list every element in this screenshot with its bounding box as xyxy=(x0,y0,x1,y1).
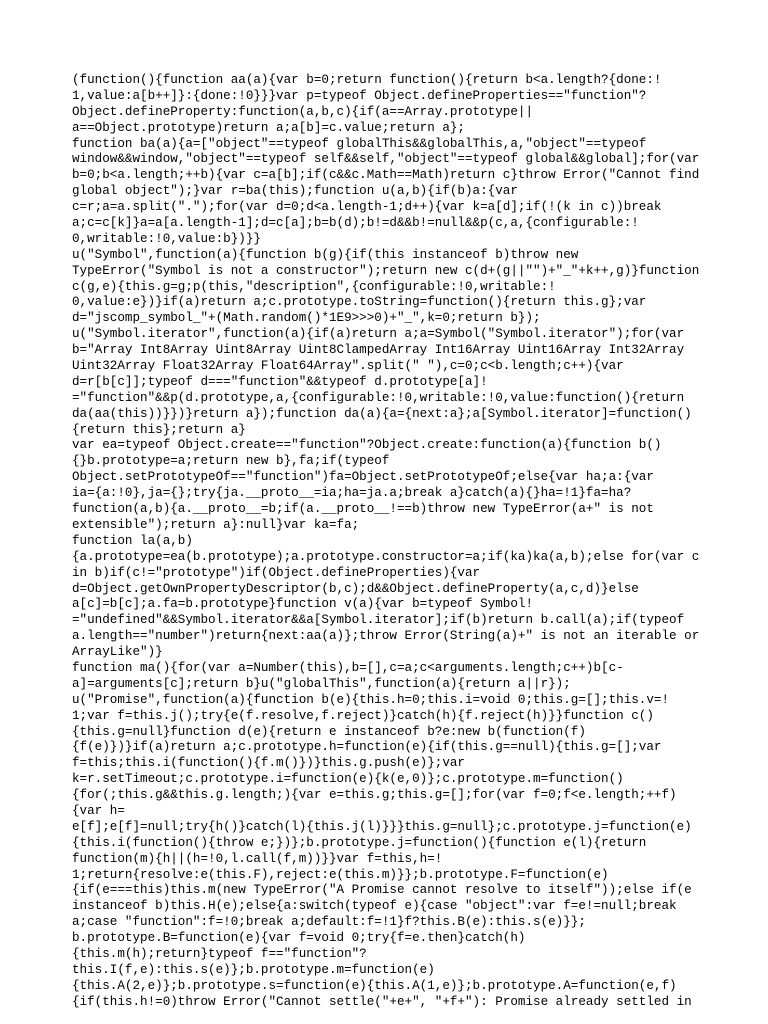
code-line: this.I(f,e):this.s(e)};b.prototype.m=function(e) xyxy=(72,962,435,977)
code-line: extensible");return a}:null}var ka=fa; xyxy=(72,517,360,532)
code-line: a;c=c[k]}a=a[a.length-1];d=c[a];b=b(d);b!=d&&b!=null&&p(c,a,{configurable:! xyxy=(72,216,639,231)
code-line: 0,value:e})}if(a)return a;c.prototype.toString=function(){return this.g};var xyxy=(72,295,647,310)
code-line: b.prototype.B=function(e){var f=void 0;try{f=e.then}catch(h) xyxy=(72,931,526,946)
code-line: {f(e)})}if(a)return a;c.prototype.h=function(e){if(this.g==null){this.g=[];var xyxy=(72,740,662,755)
code-line: c(g,e){this.g=g;p(this,"description",{configurable:!0,writable:! xyxy=(72,279,556,294)
code-line: {}b.prototype=a;return new b},fa;if(typeof xyxy=(72,454,390,469)
code-line: {return this};return a} xyxy=(72,422,246,437)
code-line: c=r;a=a.split(".");for(var d=0;d<a.length-1;d++){var k=a[d];if(!(k in c))break xyxy=(72,200,662,215)
code-line: e[f];e[f]=null;try{h()}catch(l){this.j(l)}}}this.g=null};c.prototype.j=function(e) xyxy=(72,819,692,834)
code-line: {var h= xyxy=(72,803,125,818)
code-line: {a.prototype=ea(b.prototype);a.prototype.constructor=a;if(ka)ka(a,b);else for(var c xyxy=(72,549,700,564)
code-line: a]=arguments[c];return b}u("globalThis",function(a){return a||r}); xyxy=(72,676,571,691)
code-line: in b)if(c!="prototype")if(Object.defineProperties){var xyxy=(72,565,481,580)
code-line: ArrayLike")} xyxy=(72,645,163,660)
code-line: Uint32Array Float32Array Float64Array".split(" "),c=0;c<b.length;c++){var xyxy=(72,359,624,374)
code-line: function ba(a){a=["object"==typeof globalThis&&globalThis,a,"object"==typeof xyxy=(72,136,647,151)
code-line: {for(;this.g&&this.g.length;){var e=this.g;this.g=[];for(var f=0;f<e.length;++f) xyxy=(72,788,677,803)
code-line: Object.setPrototypeOf=="function")fa=Object.setPrototypeOf;else{var ha;a:{var xyxy=(72,470,654,485)
code-line: ="function"&&p(d.prototype,a,{configurable:!0,writable:!0,value:function(){return xyxy=(72,390,685,405)
code-line: a==Object.prototype)return a;a[b]=c.value;return a}; xyxy=(72,120,465,135)
source-code-block xyxy=(72,73,702,1011)
code-line: function ma(){for(var a=Number(this),b=[],c=a;c<arguments.length;c++)b[c- xyxy=(72,660,624,675)
code-line: f=this;this.i(function(){f.m()})}this.g.push(e)};var xyxy=(72,756,465,771)
code-line: 1;var f=this.j();try{e(f.resolve,f.reject)}catch(h){f.reject(h)}}function c() xyxy=(72,708,654,723)
code-line: {this.A(2,e)};b.prototype.s=function(e){this.A(1,e)};b.prototype.A=function(e,f) xyxy=(72,978,677,993)
code-line: window&&window,"object"==typeof self&&self,"object"==typeof global&&global];for(var xyxy=(72,152,700,167)
code-line: global object");}var r=ba(this);function u(a,b){if(b)a:{var xyxy=(72,184,518,199)
code-line: 1;return{resolve:e(this.F),reject:e(this.m)}};b.prototype.F=function(e) xyxy=(72,867,609,882)
code-line: a[c]=b[c];a.fa=b.prototype}function v(a){var b=typeof Symbol! xyxy=(72,597,534,612)
code-line: 0,writable:!0,value:b})}} xyxy=(72,231,261,246)
code-line: Object.defineProperty:function(a,b,c){if(a==Array.prototype|| xyxy=(72,104,534,119)
code-line: function(a,b){a.__proto__=b;if(a.__proto__!==b)throw new TypeError(a+" is not xyxy=(72,502,654,517)
code-line: TypeError("Symbol is not a constructor");return new c(d+(g||"")+"_"+k++,g)}function xyxy=(72,263,700,278)
code-line: ="undefined"&&Symbol.iterator&&a[Symbol.iterator];if(b)return b.call(a);if(typeof xyxy=(72,613,685,628)
code-line: {this.i(function(){throw e;})};b.prototype.j=function(){function e(l){return xyxy=(72,835,647,850)
code-line: function la(a,b) xyxy=(72,533,193,548)
code-line: ia={a:!0},ja={};try{ja.__proto__=ia;ha=ja.a;break a}catch(a){}ha=!1}fa=ha? xyxy=(72,486,632,501)
code-line: u("Symbol",function(a){function b(g){if(this instanceof b)throw new xyxy=(72,247,579,262)
code-line: function(m){h||(h=!0,l.call(f,m))}}var f=this,h=! xyxy=(72,851,443,866)
code-line: d="jscomp_symbol_"+(Math.random()*1E9>>>0)+"_",k=0;return b}); xyxy=(72,311,541,326)
code-line: k=r.setTimeout;c.prototype.i=function(e){k(e,0)};c.prototype.m=function() xyxy=(72,772,624,787)
code-line: d=Object.getOwnPropertyDescriptor(b,c);d&&Object.defineProperty(a,c,d)}else xyxy=(72,581,639,596)
code-line: b=0;b<a.length;++b){var c=a[b];if(c&&c.Math==Math)return c}throw Error("Cannot find xyxy=(72,168,700,183)
code-line: b="Array Int8Array Uint8Array Uint8ClampedArray Int16Array Uint16Array Int32Array xyxy=(72,343,685,358)
code-line: a;case "function":f=!0;break a;default:f=!1}f?this.B(e):this.s(e)}}; xyxy=(72,915,586,930)
code-line: {if(this.h!=0)throw Error("Cannot settle("+e+", "+f+"): Promise already settled in xyxy=(72,994,692,1009)
code-line: instanceof b)this.H(e);else{a:switch(typeof e){case "object":var f=e!=null;break xyxy=(72,899,677,914)
code-line: {this.m(h);return}typeof f=="function"? xyxy=(72,946,367,961)
code-line: u("Symbol.iterator",function(a){if(a)return a;a=Symbol("Symbol.iterator");for(var xyxy=(72,327,685,342)
code-line: a.length=="number")return{next:aa(a)};throw Error(String(a)+" is not an iterable or xyxy=(72,629,700,644)
code-line: {this.g=null}function d(e){return e instanceof b?e:new b(function(f) xyxy=(72,724,586,739)
code-line: u("Promise",function(a){function b(e){this.h=0;this.i=void 0;this.g=[];this.v=! xyxy=(72,692,670,707)
code-line: {if(e===this)this.m(new TypeError("A Promise cannot resolve to itself"));else if(e xyxy=(72,883,692,898)
code-line: (function(){function aa(a){var b=0;return function(){return b<a.length?{done:! xyxy=(72,73,662,87)
code-line: d=r[b[c]];typeof d==="function"&&typeof d.prototype[a]! xyxy=(72,374,488,389)
code-line: da(aa(this))}})}return a});function da(a){a={next:a};a[Symbol.iterator]=function() xyxy=(72,406,692,421)
code-line: 1,value:a[b++]}:{done:!0}}}var p=typeof Object.defineProperties=="function"? xyxy=(72,88,647,103)
code-line: var ea=typeof Object.create=="function"?Object.create:function(a){function b() xyxy=(72,438,662,453)
